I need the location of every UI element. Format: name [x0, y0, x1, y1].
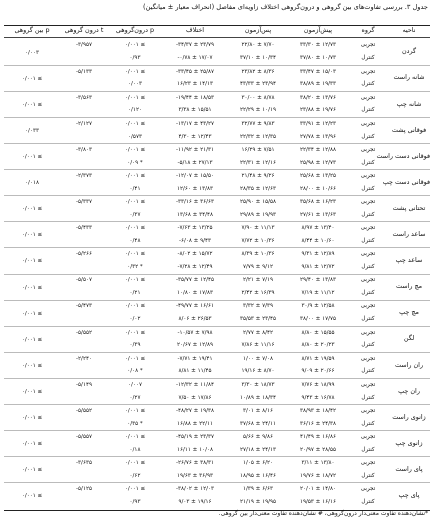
pretest-cell: ۸/۹۷ ± ۱۳/۴۰ [301, 225, 335, 232]
group-label: کنترل [361, 107, 375, 114]
pretest-cell: ۹/۸۱ ± ۱۲/۷۲ [301, 264, 335, 270]
posttest-cell: ۴۳/۳۳ ± ۲۳/۹۴ [239, 81, 277, 88]
region-divider [4, 117, 430, 118]
within-p-cell: ۰/۰۰۱ ≤ [124, 407, 146, 414]
pretest-cell: ۲۵/۶۸ ± ۱۳/۲۵ [299, 172, 337, 179]
posttest-cell: ۱/۳۹ ± ۶/۶۳ [242, 486, 274, 493]
within-p-cell: ۰/۰۰۱ ≤ [124, 355, 146, 362]
difference-cell: ۱۶/۱۱ ± ۱۰/۰۸ [176, 446, 214, 453]
within-t-cell: -۵/۵۰۷ [76, 277, 92, 284]
pretest-cell: ۳۳/۴۷ ± ۱۵/۰۳ [299, 68, 337, 75]
difference-cell: ۱۶/۲۳ ± ۱۴/۱۳ [176, 81, 214, 88]
within-p-cell: ۰/۰۰۱ ≤ [124, 42, 146, 49]
pretest-cell: ۲۹/۴۰ ± ۱۳/۸۳ [299, 277, 337, 284]
pretest-cell: ۳۰/۹ ± ۱۲/۵۸ [301, 303, 335, 310]
posttest-cell: ۸/۳۹ ± ۱۰/۳۶ [241, 251, 275, 258]
within-p-cell: ۰/۹۳ [129, 55, 141, 62]
group-label: تجربی [360, 433, 376, 440]
within-p-cell: ۰/۰۰۱ ≤ [124, 277, 146, 284]
within-p-cell: ۰/۲۱ [129, 290, 141, 297]
group-label: تجربی [360, 407, 376, 414]
within-p-cell: ۰/۳۷ [129, 211, 141, 218]
within-p-cell: ۰/۶۲ [129, 472, 141, 479]
difference-cell: -۷/۷۱ ± ۱۹/۴۱ [177, 355, 213, 362]
header-region: ناحیه [402, 26, 416, 34]
pretest-cell: ۲۷/۷۸ ± ۱۳/۹۶ [299, 133, 337, 140]
between-p-cell: ۰/۰۰۱ ≤ [21, 284, 43, 291]
between-p-cell: ۰/۰۰۱ ≤ [21, 232, 43, 239]
region-divider [4, 195, 430, 196]
difference-cell: -۷/۶۳ ± ۱۳/۲۵ [177, 225, 213, 232]
region-divider [4, 221, 430, 222]
group-label: کنترل [361, 472, 375, 479]
group-label: کنترل [361, 420, 375, 427]
region-label: ساعد چپ [395, 256, 423, 265]
group-label: تجربی [360, 120, 376, 127]
region-label: زانوی چپ [395, 438, 423, 447]
posttest-cell: ۱۹/۱۶ ± ۸/۷۰ [241, 368, 275, 375]
pretest-cell: ۲۷/۶۱ ± ۱۳/۶۳ [299, 211, 337, 218]
within-t-cell: -۲/۲۴۰ [76, 355, 92, 362]
within-p-cell: ۰/۹۳ [129, 498, 141, 505]
posttest-cell: ۳۰/۰۰ ± ۸/۷۸ [241, 94, 275, 101]
between-p-cell: ۰/۰۱۸ [25, 180, 39, 187]
pretest-cell: ۲۲/۳۴ ± ۱۲/۸۸ [299, 146, 337, 153]
group-label: تجربی [360, 381, 376, 388]
within-p-cell: ۰/۰۹ * [127, 159, 143, 166]
region-label: مچ راست [395, 282, 423, 291]
group-label: تجربی [360, 329, 376, 336]
difference-cell: ۷/۵۰ ± ۱۷/۸۶ [178, 394, 212, 401]
difference-cell: -۳۴/۳۷ ± ۲۳/۷۹ [175, 42, 215, 49]
pretest-cell: ۳۸/۲۰ ± ۱۳/۷۶ [299, 94, 337, 101]
difference-cell: -۱۲/۳۲ ± ۱۱/۸۴ [175, 381, 215, 388]
within-t-cell: -۵/۵۵۲ [76, 329, 92, 336]
region-divider [4, 378, 430, 379]
pretest-cell: ۲۵/۹۸ ± ۱۲/۷۳ [299, 159, 337, 166]
difference-cell: -۵/۱۸ ± ۲۷/۱۳ [177, 159, 213, 166]
between-p-cell: ۰/۰۰۱ ≤ [21, 388, 43, 395]
difference-cell: -۶/۰۸ ± ۹/۴۳ [178, 237, 212, 244]
group-label: کنترل [361, 446, 375, 453]
group-label: کنترل [361, 316, 375, 323]
pretest-cell: ۱۹/۵۳ ± ۱۶/۱۶ [299, 498, 337, 505]
within-t-cell: -۵/۲۶۶ [76, 251, 92, 258]
region-divider [4, 404, 430, 405]
between-p-cell: ۰/۰۳۳ [25, 127, 39, 134]
posttest-cell: ۳/۳۰ ± ۱۸/۷۳ [241, 381, 275, 388]
difference-cell: ۱۲/۶۰ ± ۱۳/۸۳ [176, 185, 214, 192]
pretest-cell: ۳۶/۱۶ ± ۲۴/۳۸ [299, 420, 337, 427]
posttest-cell: ۲۹/۸۹ ± ۱۹/۹۳ [239, 211, 277, 218]
region-label: زانوی راست [392, 412, 426, 421]
group-label: تجربی [360, 199, 376, 205]
group-label: کنترل [361, 55, 375, 62]
between-p-cell: ۰/۰۰۱ ≤ [21, 441, 43, 448]
within-p-cell: ۰/۵۷۳ [128, 133, 142, 140]
header-bottom-rule [4, 37, 430, 38]
posttest-cell: ۱۰/۸۹ ± ۱۸/۳۴ [239, 394, 277, 401]
region-label: فوقانی دست راست [376, 151, 430, 160]
between-p-cell: ۰/۰۰۱ ≤ [21, 467, 43, 474]
region-divider [4, 352, 430, 353]
pretest-cell: ۸/۸۰ ± ۱۵/۵۵ [301, 329, 335, 336]
between-p-cell: ۰/۰۰۱ ≤ [21, 336, 43, 343]
pretest-cell: ۷/۷۶ ± ۱۸/۹۹ [301, 381, 335, 388]
difference-cell: -۸/۰۲ ± ۱۵/۷۲ [177, 251, 213, 258]
within-p-cell: ۰/۲۷ [129, 394, 141, 401]
within-t-cell: -۵/۱۳۳ [76, 68, 92, 75]
data-table [4, 25, 430, 507]
difference-cell: -۱۱/۹۲ ± ۲۱/۳۱ [175, 146, 215, 153]
posttest-cell: ۱۶/۲۹ ± ۷/۵۱ [241, 146, 275, 153]
within-t-cell: -۳/۹۵۷ [76, 42, 92, 49]
within-p-cell: ۰/۳۹ [129, 342, 141, 349]
region-label: شانه راست [393, 73, 425, 82]
posttest-cell: ۷/۸۶ ± ۱۱/۱۶ [241, 342, 275, 349]
region-label: ران راست [394, 360, 424, 369]
pretest-cell: ۹/۰۹ ± ۲۰/۶۶ [301, 368, 335, 375]
region-label: پای راست [395, 464, 423, 473]
region-divider [4, 247, 430, 248]
region-label: فوقانی پشت [391, 125, 427, 134]
region-divider [4, 300, 430, 301]
within-p-cell: ۰/۰۸ * [127, 368, 143, 375]
difference-cell: ۸/۰۶ ± ۲۶/۵۳ [178, 316, 212, 323]
difference-cell: -۱۲/۰۷ ± ۱۵/۵۰ [175, 172, 215, 179]
posttest-cell: ۱/۰۵ ± ۶/۲۰ [242, 460, 274, 466]
posttest-cell: ۲/۴۲ ± ۱۶/۳۹ [241, 290, 275, 297]
group-label: تجربی [360, 225, 376, 232]
within-t-cell: -۵/۱۲۵ [76, 486, 92, 493]
region-label: ران چپ [398, 386, 420, 395]
difference-cell: ۳/۳۸ ± ۱۵/۵۱ [178, 107, 212, 114]
within-p-cell: ۰/۳۲ * [127, 264, 143, 270]
posttest-cell: ۱/۰۰ ± ۷/۰۸ [242, 355, 274, 362]
posttest-cell: ۷/۷۹ ± ۹/۱۲ [242, 264, 274, 270]
within-p-cell: ۰/۰۰۱ ≤ [124, 486, 146, 493]
header-group: گروه [361, 26, 375, 34]
within-p-cell: ۰/۰۰۳ [128, 81, 142, 88]
within-t-cell: -۵/۴۷۳ [76, 303, 92, 310]
group-label: تجربی [360, 460, 376, 466]
group-label: کنترل [361, 133, 375, 140]
within-t-cell: -۳/۵۶۳ [76, 94, 92, 101]
group-label: تجربی [360, 277, 376, 284]
group-label: کنترل [361, 290, 375, 297]
within-p-cell: ۰/۰۲ [129, 316, 141, 323]
group-label: تجربی [360, 172, 376, 179]
within-t-cell: -۵/۱۴۹ [76, 381, 92, 388]
group-label: کنترل [361, 237, 375, 244]
difference-cell: -۱۳/۱۷ ± ۴۳/۲۷ [175, 120, 215, 127]
posttest-cell: ۷/۷۲ ± ۱۰/۳۶ [241, 237, 275, 244]
posttest-cell: ۲۸/۳۵ ± ۱۲/۶۳ [239, 185, 277, 192]
table-footnote: *نشان‌دهنده تفاوت معنی‌دار درون‌گروهی، # نشان‌دهنده تفاوت معنی‌دار بین گروهی. [218, 510, 428, 517]
within-p-cell: ۰/۱۲۰ [128, 107, 142, 114]
region-divider [4, 456, 430, 457]
difference-cell: ۱۰/۸۰ ± ۱۷/۸۳ [176, 290, 214, 297]
posttest-cell: ۳۷/۱۰ ± ۱۰/۳۴ [239, 55, 277, 62]
pretest-cell: ۸/۷۱ ± ۱۹/۵۹ [301, 355, 335, 362]
within-p-cell: ۰/۰۰۱ ≤ [124, 68, 146, 75]
between-p-cell: ۰/۰۰۱ ≤ [21, 362, 43, 369]
difference-cell: -۳۳/۴۵ ± ۲۵/۸۷ [175, 68, 215, 75]
within-p-cell: ۰/۰۰۱ ≤ [124, 303, 146, 310]
group-label: تجربی [360, 355, 376, 362]
header-posttest: پس‌آزمون [244, 26, 272, 34]
region-divider [4, 143, 430, 144]
group-label: کنترل [361, 211, 375, 218]
difference-cell: ۱۹/۶۳ ± ۳۶/۹۳ [176, 472, 214, 479]
pretest-cell: ۳/۱۱ ± ۱۳/۸۰ [301, 460, 335, 466]
header-pretest: پیش‌آزمون [303, 26, 333, 34]
posttest-cell: ۷/۹۰ ± ۱۱/۱۳ [241, 225, 275, 232]
between-p-cell: ۰/۰۰۱ ≤ [21, 101, 43, 108]
within-p-cell: ۰/۰۰۱ ≤ [124, 225, 146, 232]
pretest-cell: ۲۳/۸۸ ± ۱۹/۷۶ [299, 107, 337, 114]
pretest-cell: ۸/۸۰ ± ۲۰/۲۳ [301, 342, 335, 349]
posttest-cell: ۲۱/۴۸ ± ۹/۲۶ [241, 172, 275, 179]
between-p-cell: ۰/۰۰۱ ≤ [21, 75, 43, 82]
region-divider [4, 169, 430, 170]
region-divider [4, 430, 430, 431]
pretest-cell: ۳۳/۹۱ ± ۱۲/۲۳ [299, 120, 337, 127]
group-label: کنترل [361, 264, 375, 270]
posttest-cell: ۲۲/۲۹ ± ۱۰/۱۹ [239, 107, 277, 114]
posttest-cell: ۳/۰۱ ± ۸/۱۶ [242, 407, 274, 414]
within-t-cell: -۵/۵۵۲ [76, 407, 92, 414]
difference-cell: -۷/۲۸ ± ۱۲/۴۹ [177, 264, 213, 270]
posttest-cell: ۵/۶۶ ± ۹/۸۶ [242, 433, 274, 440]
within-p-cell: ۰/۴۱ [129, 185, 141, 192]
pretest-cell: ۳۸/۹۳ ± ۱۸/۴۲ [299, 407, 337, 414]
between-p-cell: ۰/۰۰۱ ≤ [21, 206, 43, 213]
pretest-cell: ۲۰/۹۷ ± ۲۸/۵۵ [299, 446, 337, 453]
table-caption: جدول ۳. بررسی تفاوت‌های بین گروهی و درون‌گروهی اختلاف زاویه‌ای مفاصل (انحراف معیار ± میانگین) [143, 3, 428, 11]
pretest-cell: ۲۸/۰۰ ± ۱۰/۶۶ [299, 185, 337, 192]
difference-cell: -۱۰/۵۷ ± ۷/۹۸ [177, 329, 213, 336]
group-label: تجربی [360, 68, 376, 75]
pretest-cell: ۱۹/۷۶ ± ۱۸/۷۲ [299, 472, 337, 479]
between-p-cell: ۰/۰۰۱ ≤ [21, 258, 43, 265]
difference-cell: -۱۹/۴۴ ± ۱۸/۵۳ [175, 94, 215, 101]
region-divider [4, 326, 430, 327]
within-p-cell: ۰/۰۰۱ ≤ [124, 199, 146, 205]
group-label: تجربی [360, 251, 376, 258]
within-p-cell: ۰/۰۰۱ ≤ [124, 120, 146, 127]
region-label: شانه چپ [396, 99, 422, 108]
within-t-cell: -۳/۶۳۵ [76, 460, 92, 466]
region-label: پای چپ [398, 491, 420, 499]
difference-cell: ۴/۳۰ ± ۱۲/۴۳ [178, 133, 212, 140]
posttest-cell: ۲۲/۳۱ ± ۱۲/۱۶ [239, 159, 277, 166]
group-label: تجربی [360, 146, 376, 153]
within-t-cell: -۵/۳۳۷ [76, 199, 92, 205]
header-within-p: p درون‌گروهی [115, 26, 155, 34]
pretest-cell: ۷/۱۹ ± ۱۱/۱۲ [301, 290, 335, 297]
within-p-cell: ۰/۳۵ * [127, 420, 143, 427]
pretest-cell: ۳۸/۸۹ ± ۱۹/۳۳ [299, 81, 337, 88]
group-label: کنترل [361, 394, 375, 401]
posttest-cell: ۲۷/۱۸ ± ۲۴/۱۳ [239, 446, 277, 453]
within-t-cell: -۵/۴۳۳ [76, 225, 92, 232]
difference-cell: ۲۰/۶۷ ± ۱۲/۸۹ [176, 342, 214, 349]
region-label: ساعد راست [392, 230, 426, 238]
within-p-cell: ۰/۱۸ [129, 446, 141, 453]
difference-cell: ۸/۸۱ ± ۱۱/۴۵ [178, 368, 212, 375]
pretest-cell: ۳۵/۶۸ ± ۱۶/۲۳ [299, 199, 337, 205]
difference-cell: -۰/۷۸ ± ۱۷/۰۷ [177, 55, 213, 62]
pretest-cell: ۹/۴۳ ± ۱۶/۷۸ [301, 394, 335, 401]
posttest-cell: ۲/۷۷ ± ۸/۴۲ [242, 329, 274, 336]
between-p-cell: ۰/۰۰۱ ≤ [21, 154, 43, 160]
within-t-cell: -۵/۵۵۷ [76, 433, 92, 440]
difference-cell: -۳۵/۷۷ ± ۱۲/۴۵ [175, 277, 215, 284]
difference-cell: -۲۶/۷۶ ± ۳۸/۳۱ [175, 460, 215, 466]
header-between-p: p بین گروهی [14, 26, 50, 34]
within-p-cell: ۰/۰۰۱ ≤ [124, 172, 146, 179]
pretest-cell: ۳۸/۰۰ ± ۱۷/۷۵ [299, 316, 337, 323]
within-t-cell: -۲/۱۲۷ [76, 120, 92, 127]
between-p-cell: ۰/۰۰۳ [25, 49, 39, 56]
posttest-cell: ۳۷/۶۸ ± ۲۴/۱۱ [239, 420, 277, 427]
posttest-cell: ۲۱/۱۹ ± ۱۹/۹۵ [239, 498, 277, 505]
region-divider [4, 91, 430, 92]
region-divider [4, 274, 430, 275]
region-divider [4, 65, 430, 66]
pretest-cell: ۹/۳۱ ± ۱۲/۸۹ [301, 251, 335, 258]
difference-cell: ۹/۰۳ ± ۱۹/۱۶ [178, 498, 212, 505]
posttest-cell: ۳۵/۵۳ ± ۲۳/۴۵ [239, 316, 277, 323]
group-label: کنترل [361, 185, 375, 192]
posttest-cell: ۱۸/۹۵ ± ۱۶/۴۶ [239, 472, 277, 479]
pretest-cell: ۳۳/۳۰ ± ۱۲/۷۳ [299, 42, 337, 49]
region-label: تحتانی پشت [392, 203, 426, 212]
within-p-cell: ۰/۰۰۱ ≤ [124, 433, 146, 440]
region-label: گردن [401, 47, 417, 56]
group-label: تجربی [360, 42, 376, 49]
within-p-cell: ۰/۰۰۷ [128, 381, 142, 388]
region-label: مچ چپ [399, 308, 419, 317]
difference-cell: -۳۸/۰۲ ± ۱۲/۰۳ [175, 486, 215, 493]
pretest-cell: ۴۱/۴۹ ± ۱۶/۸۶ [299, 433, 337, 440]
difference-cell: ۱۶/۸۸ ± ۲۲/۱۱ [176, 420, 214, 427]
difference-cell: -۴۸/۲۷ ± ۱۹/۳۸ [175, 407, 215, 414]
within-p-cell: ۰/۰۰۱ ≤ [124, 146, 146, 153]
posttest-cell: ۳/۳۲ ± ۷/۳۹ [242, 303, 274, 310]
region-divider [4, 482, 430, 483]
posttest-cell: ۲۳/۸۲ ± ۸/۳۶ [241, 68, 275, 75]
region-label: فوقانی دست چپ [382, 177, 430, 186]
pretest-cell: ۸/۴۴ ± ۱۰/۶۰ [301, 237, 335, 244]
within-p-cell: ۰/۰۰۱ ≤ [124, 460, 146, 466]
pretest-cell: ۳۷/۸۰ ± ۱۰/۷۳ [299, 55, 337, 62]
between-p-cell: ۰/۰۰۱ ≤ [21, 310, 43, 317]
difference-cell: -۳۳/۱۶ ± ۳۶/۶۳ [175, 199, 215, 205]
difference-cell: ۱۳/۶۸ ± ۳۴/۴۸ [176, 211, 214, 218]
between-p-cell: ۰/۰۰۱ ≤ [21, 493, 43, 500]
header-difference: اختلاف [185, 26, 205, 34]
posttest-cell: ۲/۲۱ ± ۷/۱۹ [242, 277, 274, 284]
posttest-cell: ۲۵/۹۰ ± ۱۵/۵۸ [239, 199, 277, 205]
header-within-t: t درون گروهی [64, 26, 104, 34]
posttest-cell: ۳۲/۷۷ ± ۹/۸۳ [241, 120, 275, 127]
group-label: تجربی [360, 486, 376, 493]
within-t-cell: -۲/۳۷۳ [76, 172, 92, 179]
group-label: کنترل [361, 81, 375, 88]
between-p-cell: ۰/۰۰۱ ≤ [21, 415, 43, 421]
region-label: لگن [403, 334, 415, 343]
posttest-cell: ۲۲/۸۰ ± ۷/۷۰ [241, 42, 275, 49]
within-p-cell: ۰/۴۸ [129, 237, 141, 244]
difference-cell: -۴۵/۱۹ ± ۲۳/۳۷ [175, 433, 215, 440]
group-label: تجربی [360, 94, 376, 101]
group-label: کنترل [361, 159, 375, 166]
within-p-cell: ۰/۰۰۱ ≤ [124, 329, 146, 336]
within-p-cell: ۰/۰۰۱ ≤ [124, 251, 146, 258]
pretest-cell: ۲۰/۰۱ ± ۱۴/۸۰ [299, 486, 337, 493]
group-label: کنترل [361, 342, 375, 349]
group-label: کنترل [361, 498, 375, 505]
group-label: تجربی [360, 303, 376, 310]
within-t-cell: -۳/۸۰۳ [76, 146, 92, 153]
difference-cell: -۴۹/۷۷ ± ۱۶/۶۱ [175, 303, 215, 310]
group-label: کنترل [361, 368, 375, 375]
within-p-cell: ۰/۰۰۱ ≤ [124, 94, 146, 101]
posttest-cell: ۲۲/۳۲ ± ۱۲/۳۵ [239, 133, 277, 140]
